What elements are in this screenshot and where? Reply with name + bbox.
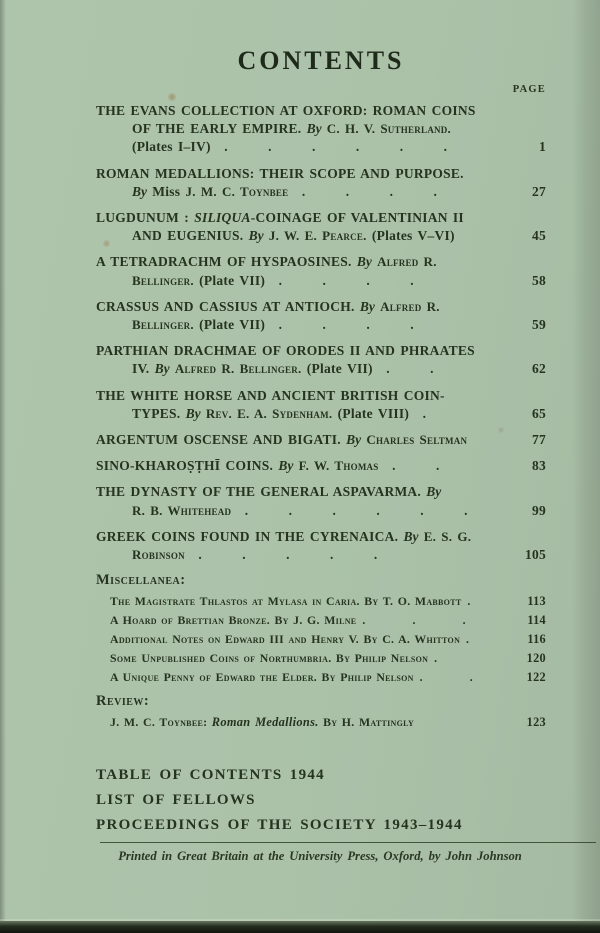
page-edge-shadow [572,0,600,921]
leader-dots: . . [372,361,434,377]
entry-title: THE WHITE HORSE AND ANCIENT BRITISH COIN- [96,387,445,403]
by-label: By [363,632,378,647]
entry-title: THE EVANS COLLECTION AT OXFORD: ROMAN COINS [96,103,476,118]
entry-title: CRASSUS AND CASSIUS AT ANTIOCH. [96,298,355,314]
by-label: By [132,183,147,199]
backmatter-line: LIST OF FELLOWS [96,792,256,808]
entry-title: TYPES. [132,405,181,421]
paper-stain [168,93,176,101]
leader-dots: . . . . . . [210,139,447,155]
page-number: 116 [527,632,546,647]
entry-title: THE DYNASTY OF THE GENERAL ASPAVARMA. [96,484,422,500]
page-number: 58 [532,272,546,288]
by-label: By [278,458,294,474]
page-column-header: PAGE [512,84,546,95]
item-text [96,651,502,666]
toc-entry [96,387,546,423]
toc-entry [96,528,546,564]
plates-ref: (Plate VII) [306,361,373,377]
author-name: Charles Seltman [366,432,468,448]
page-number: 105 [525,547,546,563]
by-label: By [248,228,264,244]
by-label: By [185,405,201,421]
plates-ref: (Plate VIII) [337,405,410,421]
entry-text [96,431,502,449]
plates-ref: (Plates V–VI) [371,228,455,244]
miscellanea-item [96,670,546,685]
page-title: CONTENTS [237,46,405,75]
reviewed-author: J. M. C. Toynbee: [110,714,208,729]
item-text [96,594,502,609]
author-name: Alfred R. [377,254,437,270]
author-name: F. W. Thomas [298,458,379,474]
author-name: Philip Nelson [340,670,414,685]
review-item [96,715,546,730]
item-text [96,715,502,730]
miscellanea-heading: Miscellanea: [96,572,186,589]
entry-text [96,102,502,157]
plates-ref: (Plate VII) [199,317,266,333]
toc-entry [96,102,546,157]
item-title: A Hoard of Brettian Bronze. [110,613,270,628]
leader-dots: . . . . [265,272,414,288]
author-name: Alfred R. Bellinger. [174,361,302,377]
entry-title: A TETRADRACHM OF HYSPAOSINES. [96,254,352,270]
page-number: 27 [532,183,546,199]
entry-title: OF THE EARLY EMPIRE. [132,121,302,137]
entry-text [96,457,502,475]
author-name: J. G. Milne [293,613,357,628]
leader-dots: . [409,405,426,421]
toc-entry [96,342,546,378]
miscellanea-item [96,651,546,666]
author-name: J. M. C. Toynbee [185,183,289,199]
page-number: 59 [532,317,546,333]
miscellanea-item [96,632,546,647]
page-number: 99 [532,502,546,518]
page-number: 122 [526,670,546,685]
entry-title: -COINAGE OF VALENTINIAN II [250,210,464,226]
by-label: By [321,670,336,685]
leader-dots: . . [413,670,473,685]
by-label: By [426,484,442,500]
toc-entry [96,253,546,289]
backmatter-line: PROCEEDINGS OF THE SOCIETY 1943–1944 [96,817,463,833]
toc-entry [96,483,546,519]
page-number: 114 [527,613,546,628]
paper-stain [103,240,110,247]
entry-text [96,298,502,334]
scan-background-band [0,921,600,933]
miscellanea-item [96,613,546,628]
backmatter-line: TABLE OF CONTENTS 1944 [96,767,325,783]
author-name: Bellinger. [132,317,194,333]
plates-ref: (Plates I–IV) [132,139,211,155]
entry-title-italic: SILIQUA [194,210,251,226]
by-label: By [364,594,379,609]
entry-text [96,528,502,564]
author-name: E. S. G. [423,528,472,544]
by-label: By [274,613,289,628]
entry-text [96,387,502,423]
leader-dots: . [461,594,471,609]
entry-title: LUGDUNUM : [96,210,189,226]
miscellanea-item [96,594,546,609]
toc-entry [96,431,546,449]
leader-dots: . . . . [288,183,437,199]
toc-content [96,0,546,734]
entry-text [96,165,502,201]
by-label: By [356,254,372,270]
page-number: 123 [526,714,546,729]
review-heading: Review: [96,692,150,709]
reviewer-name: H. Mattingly [341,714,415,729]
leader-dots: . . [378,458,440,474]
leader-dots: . . . [356,613,466,628]
author-name: C. A. Whitton [382,632,461,647]
plates-ref: (Plate VII) [199,272,266,288]
toc-entry [96,457,546,475]
author-name: Rev. E. A. Sydenham. [205,405,333,421]
page-number: 62 [532,361,546,377]
imprint-rule [100,842,596,843]
author-name: Philip Nelson [354,651,429,666]
entry-text [96,342,502,378]
page-left-shadow [0,0,6,921]
by-label: By [323,714,338,729]
toc-entry [96,209,546,245]
item-title: Some Unpublished Coins of Northumbria. [110,651,332,666]
entry-title: IV. [132,361,150,377]
toc-entry [96,298,546,334]
author-name: T. O. Mabbott [382,594,462,609]
item-text [96,632,502,647]
leader-dots: . . . . . . [231,502,468,518]
page-number: 83 [532,458,546,474]
page-number: 77 [532,432,546,448]
author-honorific: Miss [152,183,181,199]
item-title: A Unique Penny of Edward the Elder. [110,670,318,685]
entry-title: SINO-KHAROṢṬHĪ COINS. [96,458,274,474]
by-label: By [154,361,170,377]
item-title: Additional Notes on Edward III and Henry V. [110,632,360,647]
by-label: By [335,651,351,666]
backmatter [96,766,463,841]
item-title: The Magistrate Thlastos at Mylasa in Caria. [110,594,360,609]
author-name: Bellinger. [132,272,194,288]
item-text [96,670,502,685]
entry-title: ARGENTUM OSCENSE AND BIGATI. [96,432,341,448]
reviewed-work: Roman Medallions. [211,714,319,729]
by-label: By [306,121,322,137]
page-number: 120 [526,651,546,666]
entry-title: AND EUGENIUS. [132,228,244,244]
page-number: 65 [532,405,546,421]
entry-title: GREEK COINS FOUND IN THE CYRENAICA. [96,528,399,544]
toc-entry [96,165,546,201]
leader-dots: . [460,632,470,647]
leader-dots: . . . . [265,317,414,333]
page-number: 1 [539,139,546,155]
entry-text [96,209,502,245]
entry-title: PARTHIAN DRACHMAE OF ORODES II AND PHRAATES [96,343,475,359]
item-text [96,613,502,628]
page-number: 113 [527,594,546,609]
paper-stain [498,427,504,433]
leader-dots: . [428,651,438,666]
author-name: R. B. Whitehead [132,502,232,518]
entry-text [96,483,502,519]
page-number: 45 [532,228,546,244]
entry-title: ROMAN MEDALLIONS: THEIR SCOPE AND PURPOSE. [96,165,464,181]
entry-text [96,253,502,289]
by-label: By [359,298,375,314]
by-label: By [403,528,419,544]
author-name: Alfred R. [380,298,440,314]
by-label: By [346,432,362,448]
author-name: C. H. V. Sutherland. [326,121,452,137]
printer-imprint: Printed in Great Britain at the University Press, Oxford, by John Johnson [118,849,522,863]
leader-dots: . . . . . [184,547,378,563]
author-name: Robinson [132,547,185,563]
author-name: J. W. E. Pearce. [268,228,367,244]
